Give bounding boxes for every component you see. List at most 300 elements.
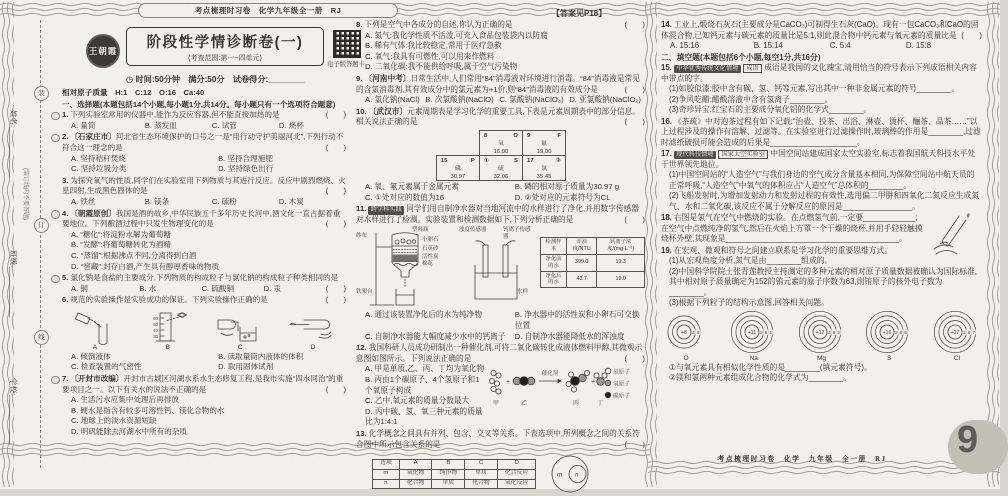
- svg-text:8: 8: [899, 329, 903, 335]
- question-body: 下列是空气中各成分的自述,你认为正确的是: [364, 20, 513, 29]
- svg-text:2: 2: [692, 329, 695, 335]
- binding-char-ding: 订: [34, 218, 49, 233]
- subfigure-label: A: [92, 343, 98, 351]
- svg-text:30: 30: [152, 333, 158, 339]
- q6-subfigure: [215, 307, 265, 351]
- purifier-part-label: 石英砂: [422, 246, 439, 253]
- question-14: [661, 20, 982, 52]
- option-text: “窖藏”:封存白酒,产生具有醇厚香味的物质: [80, 261, 220, 271]
- svg-text:碳原子: 碳原子: [613, 393, 630, 400]
- video-marker-icon: [51, 376, 60, 385]
- options-grid: [661, 41, 982, 52]
- context-badge: 跨学科实践: [368, 206, 404, 215]
- options-grid: [356, 95, 645, 106]
- answer-paren: ( ): [325, 186, 346, 196]
- option-label: D.: [569, 95, 580, 105]
- qr-caption: 电子版答题卡: [327, 61, 365, 68]
- section-heading: 二、填空题(本题包括6个小题,每空1分,共16分): [661, 52, 821, 62]
- option-text: 氧气:我具有可燃性,可以用来作燃料: [374, 51, 495, 61]
- element-cell: [522, 155, 566, 181]
- option-label: C.: [365, 396, 375, 406]
- table-cell: n: [373, 479, 400, 489]
- video-marker-icon: [51, 112, 60, 121]
- option-label: D.: [218, 362, 228, 372]
- option-label: D.: [71, 427, 81, 437]
- options-grid: [356, 31, 645, 73]
- option-label: C.: [211, 196, 222, 206]
- question-body: 《茶疏》中对泡茶过程有如下记载:“治壶、投茶、出浴、淋壶、烫杯、酾茶、品茶……”以上过程涉及的操作有溶解、过滤等。在实验室进行过滤操作时,玻璃棒的作用是________,过滤时滤纸破损可能会造成的后果是____________________。: [661, 116, 981, 147]
- option-label: C.: [365, 331, 375, 341]
- question-text: [661, 20, 982, 41]
- question-body: 开封市古城区河湖水系水生态修复工程,是我市实施“四水同治”的重要项目之一。以下有关水的说法不正确的是: [62, 374, 344, 394]
- question-9: [356, 74, 645, 106]
- table-cell: 化合反应: [497, 469, 536, 479]
- question-subitem: (3)根据下列粒子的结构示意图,回答相关问题。: [669, 298, 829, 307]
- purifier-apparatus: [356, 227, 456, 309]
- option-label: D.: [278, 120, 289, 130]
- option-text: 烧杯: [288, 120, 304, 130]
- question-12: [356, 343, 645, 428]
- option-text: 自制净水器能降低水的浑浊度: [524, 331, 625, 341]
- column-header: D: [497, 459, 536, 469]
- option-label: B.: [514, 182, 525, 192]
- answer-page-ref: 【答案见P18】: [552, 9, 607, 18]
- question-8: [356, 20, 645, 73]
- context-badge: 现代科技情境: [674, 151, 716, 160]
- question-17: [661, 149, 982, 212]
- lab-operation-illustration: [70, 307, 120, 343]
- element-symbol: F: [557, 132, 561, 139]
- option: [71, 240, 346, 251]
- svg-text:+: +: [591, 379, 596, 387]
- lab-operation-illustration: [143, 307, 193, 343]
- option-label: C.: [365, 51, 375, 61]
- atom-shell-illustration: [799, 310, 845, 355]
- answer-paren: ( ): [325, 384, 346, 394]
- answer-paren: ( ): [325, 283, 346, 293]
- option-text: 铁丝: [80, 196, 96, 206]
- question-body: 右图是氢气在空气中燃烧的实验。在点燃氢气前,一定要____________;在空气中点燃纯净的氢气,然后在火焰上方罩一个干燥的烧杯,并用手轻轻触摸烧杯外壁,其现象是________________________________________。: [661, 213, 923, 243]
- atom-shell-illustration: [934, 310, 980, 355]
- svg-text:m: m: [557, 471, 563, 479]
- question-subitem: ②镁和氯两种元素组成化合物的化学式为________。: [669, 373, 852, 382]
- answer-paren: ( ): [961, 30, 982, 40]
- element-mass: 30.97: [450, 174, 466, 181]
- option: [145, 197, 212, 208]
- column-left: [62, 88, 346, 446]
- question-text: [62, 295, 346, 306]
- svg-text:6: 6: [696, 329, 700, 335]
- answer-paren: ( ): [325, 295, 346, 305]
- purifier-illustration: [368, 229, 430, 309]
- option-text: 明矾能除去河湖水中所有的杂质: [80, 427, 188, 437]
- option-label: D.: [905, 41, 916, 50]
- question-subitem: ①与氧元素具有相似化学性质的是________(填元素符号)。: [669, 362, 872, 372]
- question-number: 1.: [62, 110, 69, 120]
- atomic-mass-line: 相对原子质量 H:1 C:12 O:16 Ca:40: [62, 88, 205, 97]
- option: [218, 352, 346, 363]
- atom-structure: [866, 310, 912, 362]
- option-label: C.: [211, 120, 222, 130]
- option: [365, 407, 487, 428]
- answer-paren: ( ): [624, 20, 645, 29]
- subfigure-label: B: [165, 343, 170, 351]
- question-subitem: (2)中国科学院院士张青莲教授主持测定的多种元素的相对原子质量数据被确认为国际标准,其中相对原子质量确定为152的铕元素的原子序数为63,则铕原子的核外电子数为________。: [669, 266, 977, 297]
- question-text: [356, 107, 645, 128]
- option: [71, 427, 346, 438]
- option-text: 读取量筒内液体的体积: [227, 351, 304, 361]
- option: [71, 251, 346, 262]
- element-name: 氧: [497, 140, 504, 147]
- option-text: 甲是单质,乙、丙、丁均为氧化物: [374, 364, 485, 374]
- question-text: [356, 343, 645, 364]
- option-text: 氮气:我化学性质不活泼,可充入食品包装袋内以防腐: [374, 30, 548, 40]
- option: [515, 310, 645, 331]
- options-grid: [62, 121, 346, 132]
- option-label: D.: [263, 283, 274, 293]
- question-number: 5.: [62, 273, 69, 283]
- figure-q19-atom-diagrams: [661, 310, 982, 362]
- answer-paren: ( ): [624, 214, 645, 224]
- question-body: 在宏观、微观和符号之间建立联系是学习化学的重要思维方式。: [673, 245, 893, 255]
- atom-shell-illustration: [731, 310, 777, 355]
- svg-text:6: 6: [904, 329, 908, 335]
- svg-text:60: 60: [152, 315, 158, 321]
- option: [365, 182, 515, 193]
- question-18: [661, 213, 982, 245]
- svg-text:2: 2: [827, 329, 831, 335]
- figure-q11-water-purifier: [356, 227, 645, 309]
- question-13: [356, 429, 645, 496]
- question-text: [661, 246, 982, 257]
- column-header: 浑浊度/NTU: [566, 238, 596, 255]
- column-header: B: [432, 459, 465, 469]
- q6-subfigure: [288, 307, 338, 351]
- question-text: [356, 20, 645, 31]
- question-subitem: (1)如胶似漆:胶中含有碳、氢、钙等元素,写出其中一种非金属元素的符号________。: [669, 84, 960, 93]
- option: [906, 41, 982, 52]
- class-field-label: 班级:____________: [9, 250, 18, 318]
- question-number: 19.: [661, 245, 672, 255]
- question-text: [661, 149, 982, 170]
- atom-symbol: Na: [749, 354, 758, 362]
- option-label: B.: [365, 41, 375, 51]
- svg-text:2: 2: [836, 329, 840, 335]
- option-label: D.: [365, 406, 375, 416]
- option: [212, 197, 279, 208]
- element-cell-top: [523, 132, 565, 140]
- question-body: 元素周期表是学习化学的重要工具,下表是元素周期表中的部分信息。相关说法正确的是: [356, 106, 640, 127]
- periodic-row: [479, 130, 565, 156]
- q11-data-table: [540, 237, 645, 288]
- answer-paren: ( ): [624, 353, 645, 363]
- element-cell-top: [437, 157, 479, 165]
- atom-symbol: S: [887, 354, 892, 362]
- element-mass: 16.00: [493, 148, 509, 155]
- option-text: 水: [148, 283, 157, 293]
- question-15: [661, 63, 982, 116]
- svg-text:1: 1: [769, 329, 772, 335]
- figure-q13-concept-relation: [372, 452, 645, 496]
- question-1: [62, 110, 346, 131]
- svg-text:8: 8: [764, 329, 768, 335]
- option-text: 硫酸铜: [211, 283, 234, 293]
- option-label: A.: [365, 364, 375, 374]
- question-body: 日常生活中,人们常用“84”消毒液对环境进行消毒。“84”消毒液是常见的含氯消毒剂,其有效成分中的氯元素为+1价,则“84”消毒液的有效成分是: [356, 73, 640, 94]
- atom-shell-illustration: [866, 310, 912, 355]
- options-grid: [62, 230, 346, 272]
- purifier-part-label: 活性炭: [422, 254, 439, 261]
- question-body: 成语是我国的文化瑰宝,请用恰当的符号表示下列成语相关内容中带点的字。: [661, 63, 977, 83]
- table-cell: 单质: [432, 479, 465, 489]
- question-text: [62, 176, 346, 197]
- option-label: A.: [71, 196, 81, 206]
- option-text: 铜: [80, 283, 88, 293]
- option: [499, 95, 563, 106]
- option-label: A.: [71, 283, 81, 293]
- option-text: 净水器中的活性炭和小卵石可交换位置: [514, 310, 640, 331]
- option-label: C.: [829, 41, 840, 50]
- option-label: A.: [365, 95, 375, 105]
- question-number: 12.: [356, 343, 367, 353]
- option-label: A.: [71, 395, 81, 405]
- question-body: 为探究氧气的性质,同学们在实验室用下列物质与其进行反应。反应中剧烈燃烧、火星四射,生成黑色固体的是: [62, 175, 346, 196]
- table-header-row: [373, 459, 536, 469]
- name-field-label: 姓名:____________: [9, 110, 18, 178]
- context-badge: 中华优秀传统文化情境: [674, 65, 741, 74]
- table-cell: 399.0: [566, 255, 596, 272]
- school-field-label: 学校:____________: [9, 378, 18, 446]
- svg-text:50: 50: [152, 321, 158, 327]
- option: [830, 41, 906, 52]
- binding-char-zhuang: 装: [34, 86, 49, 101]
- question-body: 中国空间站建成国家太空实验室,标志着我国航天科技水平处于世界领先地位。: [661, 149, 976, 169]
- option: [71, 395, 346, 406]
- subfigure-label: D: [310, 343, 316, 351]
- option-text: “蒸馏”:根据沸点不同,分离得到白酒: [80, 250, 197, 260]
- source-tag: 〔武汉市〕: [368, 106, 408, 116]
- element-name: 磷: [454, 166, 461, 173]
- element-symbol: P: [470, 158, 475, 165]
- sensor-label: 钙离子传感器: [503, 227, 531, 240]
- option: [754, 41, 830, 52]
- element-mass: 32.06: [493, 174, 509, 181]
- option-label: A.: [71, 229, 81, 239]
- table-cell: m: [373, 469, 400, 479]
- option-label: C.: [71, 250, 81, 260]
- purifier-part-label: 塑料瓶: [412, 227, 429, 234]
- element-cell-top: [480, 157, 522, 165]
- table-cell: 化合物: [399, 479, 432, 489]
- subfigure-label: C: [237, 343, 243, 351]
- question-number: 16.: [661, 116, 672, 126]
- option-label: D.: [514, 331, 525, 341]
- answer-paren: ( ): [624, 84, 645, 94]
- svg-text:丁: 丁: [596, 401, 604, 408]
- sensor-setup: [459, 227, 537, 309]
- binding-note: (装订线内不要答题): [22, 168, 28, 220]
- question-body: 我国是酒的故乡,中华民族五千多年历史长河中,酒文化一直占据着重要地位。下列酿酒过程中只发生物理变化的是: [62, 208, 341, 229]
- svg-text:氢原子: 氢原子: [613, 369, 630, 376]
- option-label: D.: [278, 196, 289, 206]
- question-text: [62, 209, 346, 230]
- option: [218, 164, 346, 175]
- question-text: [356, 204, 645, 225]
- question-body: 规范的实验操作是实验成功的保证。下列实验操作正确的是: [70, 295, 268, 305]
- question-text: [356, 429, 645, 450]
- atom-structure: [934, 310, 980, 362]
- atom-structure: [799, 310, 845, 362]
- table-row: [541, 271, 645, 288]
- figure-q6-lab-operations: [62, 307, 346, 351]
- option-text: 地球上的淡水资源短缺: [80, 416, 157, 426]
- option-text: 木炭: [288, 196, 304, 206]
- option-label: D.: [218, 164, 228, 174]
- atom-structure: [731, 310, 777, 362]
- option: [71, 154, 218, 165]
- option: [139, 284, 201, 295]
- video-marker-icon: [51, 134, 60, 143]
- table-row: [373, 479, 536, 489]
- question-number: 14.: [661, 20, 672, 29]
- question-number: 2.: [62, 132, 69, 142]
- question-subitem: (3)奇珍异宝:红宝石的主要成分氧化铝的化学式________。: [669, 105, 872, 114]
- option: [365, 332, 515, 343]
- question-body: 我国科研人员成功研制出一种催化剂,可将二氧化碳转化成液体燃料甲醇,其微观示意图如图所示。下列说法正确的是: [356, 343, 643, 363]
- answer-paren: ( ): [624, 117, 645, 127]
- option-label: D.: [365, 62, 375, 72]
- svg-text:2: 2: [963, 329, 966, 335]
- option: [365, 41, 645, 52]
- question-text: [661, 63, 982, 84]
- source-tag: 〔石家庄市〕: [70, 132, 116, 142]
- source-tag: 〔河南中考〕: [364, 73, 411, 83]
- question-number: 6.: [62, 295, 69, 305]
- atom-symbol: Mg: [816, 354, 827, 362]
- option-label: B.: [218, 153, 228, 163]
- option-label: B.: [365, 374, 375, 384]
- figure-q12-micro-diagram: [487, 364, 645, 408]
- brand-seal-logo: 王朝霞: [86, 34, 120, 68]
- venn-diagram: [546, 452, 602, 496]
- question-19: [661, 246, 982, 384]
- q6-subfigure: [143, 307, 193, 351]
- question-number: 7.: [62, 374, 69, 384]
- element-name: 氟: [541, 140, 547, 147]
- options-grid: [62, 197, 346, 208]
- option-text: 硫粉: [221, 196, 237, 206]
- option: [365, 31, 645, 42]
- column-header: 检测样本: [541, 238, 567, 255]
- option: [201, 284, 263, 295]
- svg-text:8: 8: [832, 329, 835, 335]
- context-badge: 成语: [743, 64, 762, 74]
- figure-q10-periodic-snippet: [356, 130, 645, 181]
- question-10: [356, 107, 645, 203]
- q6-subfigure: [70, 307, 120, 351]
- atom-shell-illustration: [663, 310, 709, 355]
- question-body: 下列实验室常用的仪器中,能作为反应容器,但不能直接加热的是: [70, 110, 280, 120]
- svg-text:2: 2: [759, 329, 763, 335]
- option-label: B.: [71, 405, 81, 415]
- svg-text:2: 2: [895, 329, 898, 335]
- page-number: 9: [957, 419, 979, 461]
- option: [212, 121, 279, 132]
- options-grid: [62, 352, 346, 373]
- option-text: 倾倒液体: [80, 351, 111, 361]
- option-text: 二氧化碳:我不能供给呼吸,属于空气污染物: [374, 62, 518, 72]
- question-text: [62, 132, 346, 153]
- option: [71, 121, 145, 132]
- page-title: 阶段性学情诊断卷(一): [146, 35, 304, 51]
- options-grid: [62, 395, 346, 437]
- table-cell: 单质: [465, 469, 498, 479]
- option: [71, 416, 346, 427]
- column-middle: [356, 20, 645, 487]
- video-marker-icon: [51, 275, 60, 284]
- option-text: 氯化钠(NaCl): [374, 95, 420, 105]
- question-2: [62, 132, 346, 174]
- option-text: 坚持绿色出行: [227, 164, 274, 174]
- option-label: B.: [139, 283, 149, 293]
- table-cell: 化合物: [465, 479, 498, 489]
- option-text: 硬水是指含有较多可溶性钙、镁化合物的水: [80, 405, 225, 415]
- element-symbol: O: [513, 132, 518, 139]
- exam-scope-subtitle: (考查范围:第一~四单元): [188, 55, 262, 62]
- question-body: 同学们用自制净水器对当地河流中的水样进行了净化,并用数字传感器对水样进行了检测。实验装置和检测数据如下,下列分析正确的是: [356, 204, 639, 224]
- answer-paren: ( ): [325, 110, 346, 120]
- option-label: B.: [514, 310, 525, 320]
- option: [71, 197, 145, 208]
- wave-border-right: [986, 2, 999, 487]
- question-subitem: (1)中国空间站的“人造空气”与我们身边的空气成分含量基本相同,为保障空间站中航天员的正常呼吸,“人造空气”中氧气的体积应占“人造空气”总体积的________。: [669, 170, 975, 190]
- element-symbol: ②: [556, 158, 562, 165]
- option: [279, 197, 346, 208]
- svg-text:+16: +16: [882, 329, 892, 336]
- question-subitem: (2)飞船发射时,为增加发射动力和发射过程的有效性,选用偏二甲肼和四氧化二氮反应生成氮气、水和二氧化碳,该反应不属于分解反应的原因是________________。: [669, 191, 980, 211]
- table-cell: 纯净物: [432, 469, 465, 479]
- option-label: A.: [670, 41, 680, 50]
- element-cell: [479, 130, 523, 156]
- atomic-number: 17: [527, 158, 534, 165]
- option-label: B.: [218, 351, 228, 361]
- question-number: 9.: [356, 73, 363, 83]
- footer-book-line: 考点梳理时习卷 化学 九年级 全一册 RJ: [717, 456, 887, 463]
- option-text: 检查装置的气密性: [80, 362, 142, 372]
- clock-icon: ◷: [126, 75, 134, 84]
- option-text: 次氯酸钠(NaClO): [434, 95, 494, 105]
- option: [218, 154, 346, 165]
- svg-text:丙: 丙: [572, 401, 580, 408]
- option: [365, 52, 645, 63]
- option-label: B.: [144, 196, 155, 206]
- table-header-row: [541, 238, 645, 255]
- option-label: A.: [71, 351, 81, 361]
- svg-text:7: 7: [972, 329, 975, 335]
- option-text: 坚持合理施肥: [227, 153, 273, 163]
- element-name: 硫: [497, 166, 504, 173]
- option-text: 蒸发皿: [154, 120, 177, 130]
- option-label: B.: [425, 95, 435, 105]
- exam-meta-line: [126, 74, 305, 85]
- table-row: [541, 255, 645, 272]
- option-label: D.: [514, 192, 525, 202]
- table-cell: 氧化物: [399, 469, 432, 479]
- question-number: 15.: [661, 63, 672, 72]
- option: [365, 62, 645, 73]
- option-text: 氧、氟元素属于金属元素: [374, 182, 459, 192]
- question-6: [62, 295, 346, 373]
